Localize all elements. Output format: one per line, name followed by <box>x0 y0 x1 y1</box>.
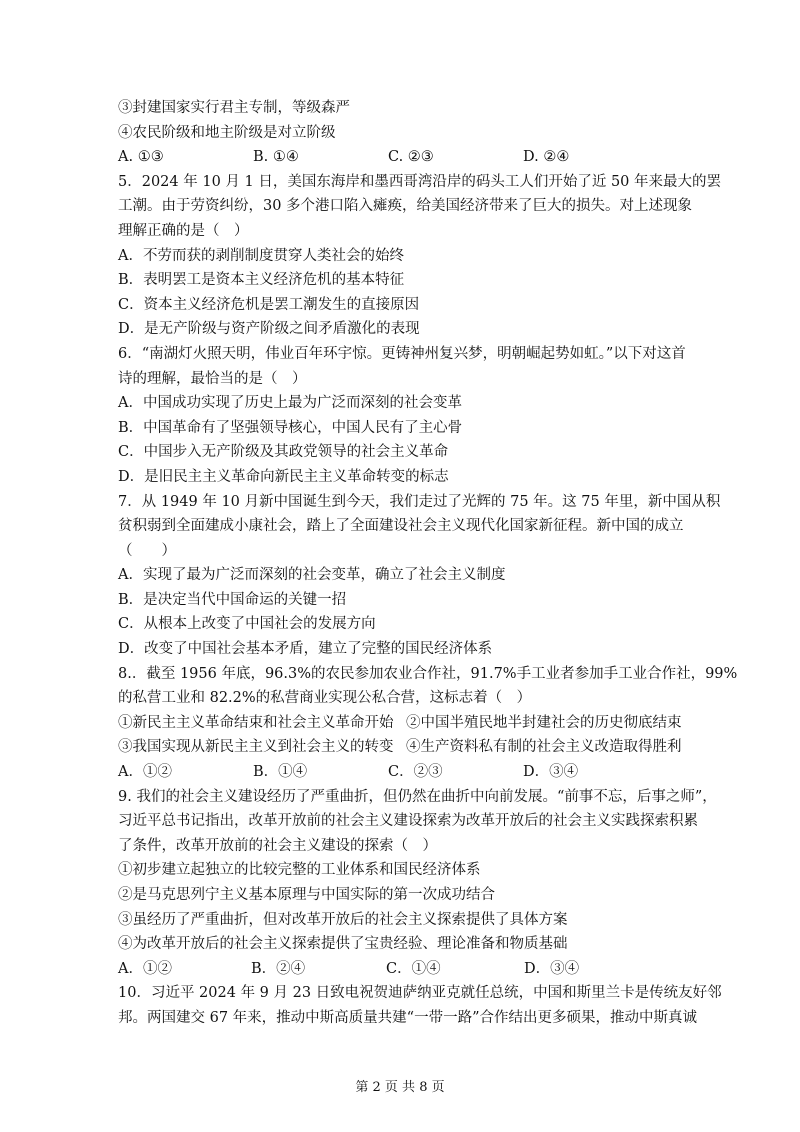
q8-option-a: A．①② <box>118 764 172 781</box>
q7-stem-line-2: 贫积弱到全面建成小康社会，踏上了全面建设社会主义现代化国家新征程。新中国的成立 <box>118 518 684 535</box>
q4-item-3: ③封建国家实行君主专制，等级森严 <box>118 100 350 116</box>
q8-item-1: ①新民主主义革命结束和社会主义革命开始 <box>118 714 394 731</box>
q7-option-c: C．从根本上改变了中国社会的发展方向 <box>118 616 376 633</box>
q8-items-row-1 <box>118 711 690 736</box>
q9-option-d: D．③④ <box>524 960 580 977</box>
q4-option-d: D. ②④ <box>523 149 570 166</box>
q6-option-d: D．是旧民主主义革命向新民主主义革命转变的标志 <box>118 468 449 485</box>
q8-item-3: ③我国实现从新民主主义到社会主义的转变 <box>118 739 394 756</box>
q4-options <box>118 145 690 170</box>
q9-stem-line-2: 习近平总书记指出，改革开放前的社会主义建设探索为改革开放后的社会主义实践探索积累 <box>118 813 698 830</box>
q8-option-b: B．①④ <box>253 764 308 781</box>
q4-option-b: B. ①④ <box>253 149 299 166</box>
q9-options <box>118 957 690 982</box>
q6-stem-line-1: 6．“南湖灯火照天明，伟业百年环宇惊。更铸神州复兴梦，明朝崛起势如虹。”以下对这首 <box>118 345 686 362</box>
q8-option-d: D．③④ <box>523 764 579 781</box>
q5-option-c: C．资本主义经济危机是罢工潮发生的直接原因 <box>118 296 420 313</box>
q9-item-4: ④为改革开放后的社会主义探索提供了宝贵经验、理论准备和物质基础 <box>118 936 568 953</box>
q9-item-2: ②是马克思列宁主义基本原理与中国实际的第一次成功结合 <box>118 887 495 903</box>
q8-item-4: ④生产资料私有制的社会主义改造取得胜利 <box>406 739 682 756</box>
q6-option-a: A．中国成功实现了历史上最为广泛而深刻的社会变革 <box>118 395 462 412</box>
page-content <box>118 96 738 1031</box>
q4-option-c: C. ②③ <box>388 149 434 166</box>
page-footer: 第 2 页 共 8 页 <box>355 1080 445 1095</box>
q8-stem-line-2: 的私营工业和 82.2%的私营商业实现公私合营，这标志着（ ） <box>118 690 532 707</box>
q5-option-d: D．是无产阶级与资产阶级之间矛盾激化的表现 <box>118 321 420 338</box>
q6-option-b: B．中国革命有了坚强领导核心，中国人民有了主心骨 <box>118 419 463 436</box>
q4-option-a: A. ①③ <box>118 149 164 166</box>
q10-stem-line-1: 10．习近平 2024 年 9 月 23 日致电祝贺迪萨纳亚克就任总统，中国和斯里兰卡是传统友好邻 <box>118 985 722 1002</box>
q5-option-a: A．不劳而获的剥削制度贯穿人类社会的始终 <box>118 247 404 264</box>
q8-items-row-2 <box>118 735 690 760</box>
q5-stem-line-2: 工潮。由于劳资纠纷，30 多个港口陷入瘫痪，给美国经济带来了巨大的损失。对上述现象 <box>118 198 693 215</box>
q6-option-c: C．中国步入无产阶级及其政党领导的社会主义革命 <box>118 444 449 461</box>
q5-stem-line-3: 理解正确的是（ ） <box>118 222 249 239</box>
q9-option-b: B．②④ <box>251 960 306 977</box>
q10-stem-line-2: 邦。两国建交 67 年来，推动中斯高质量共建“一带一路”合作结出更多硕果，推动中斯真诚 <box>118 1009 697 1026</box>
q8-option-c: C．②③ <box>388 764 443 781</box>
q9-option-c: C．①④ <box>386 960 441 977</box>
q7-option-a: A．实现了最为广泛而深刻的社会变革，确立了社会主义制度 <box>118 567 506 584</box>
q4-item-4: ④农民阶级和地主阶级是对立阶级 <box>118 124 336 141</box>
q8-options <box>118 760 690 785</box>
q9-item-1: ①初步建立起独立的比较完整的工业体系和国民经济体系 <box>118 862 481 879</box>
q5-stem-line-1: 5．2024 年 10 月 1 日，美国东海岸和墨西哥湾沿岸的码头工人们开始了近 50 年来最大的罢 <box>118 173 722 190</box>
q8-item-2: ②中国半殖民地半封建社会的历史彻底结束 <box>406 714 682 731</box>
q7-option-d: D．改变了中国社会基本矛盾，建立了完整的国民经济体系 <box>118 641 493 658</box>
q9-stem-line-1: 9. 我们的社会主义建设经历了严重曲折，但仍然在曲折中向前发展。“前事不忘，后事之师”， <box>118 788 717 805</box>
q9-item-3: ③虽经历了严重曲折，但对改革开放后的社会主义探索提供了具体方案 <box>118 911 568 928</box>
q9-option-a: A．①② <box>118 960 172 977</box>
q7-option-b: B．是决定当代中国命运的关键一招 <box>118 591 347 608</box>
q5-option-b: B．表明罢工是资本主义经济危机的基本特征 <box>118 272 405 289</box>
q9-stem-line-3: 了条件，改革开放前的社会主义建设的探索（ ） <box>118 837 437 854</box>
q8-stem-line-1: 8.．截至 1956 年底，96.3%的农民参加农业合作社，91.7%手工业者参加手工业合作社，99% <box>118 665 738 682</box>
q6-stem-line-2: 诗的理解，最恰当的是（ ） <box>118 370 307 387</box>
q7-stem-line-3: （ ） <box>118 542 176 559</box>
q7-stem-line-1: 7．从 1949 年 10 月新中国诞生到今天，我们走过了光辉的 75 年。这 75 年里，新中国从积 <box>118 493 721 510</box>
